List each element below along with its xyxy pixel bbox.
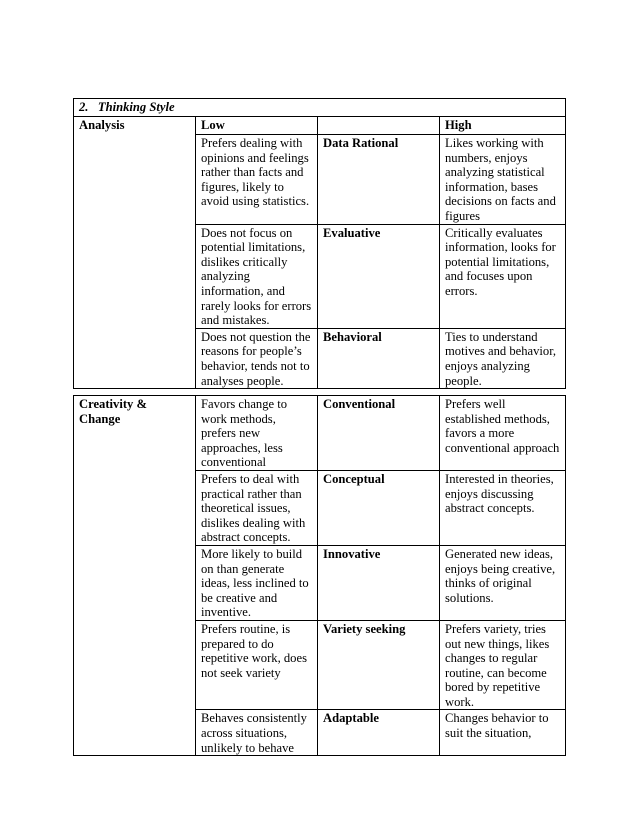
low-description: Prefers to deal with practical rather than theoretical issues, dislikes dealing with abstract concepts. [196,470,318,545]
dimension-label: Adaptable [318,710,440,756]
high-description: Ties to understand motives and behavior, enjoys analyzing people. [440,328,566,388]
category-analysis: Analysis [74,117,196,389]
low-description: Prefers dealing with opinions and feelings rather than facts and figures, likely to avoid using statistics. [196,135,318,225]
dimension-label: Innovative [318,545,440,620]
low-description: More likely to build on than generate ideas, less inclined to be creative and inventive. [196,545,318,620]
low-description: Prefers routine, is prepared to do repetitive work, does not seek variety [196,620,318,710]
low-description: Behaves consistently across situations, unlikely to behave [196,710,318,756]
low-description: Does not focus on potential limitations, dislikes critically analyzing information, and rarely looks for errors and mistakes. [196,224,318,328]
table-row [74,396,566,471]
dimension-label: Evaluative [318,224,440,328]
high-description: Prefers variety, tries out new things, likes changes to regular routine, can become bored by repetitive work. [440,620,566,710]
high-description: Likes working with numbers, enjoys analyzing statistical information, bases decisions on facts and figures [440,135,566,225]
category-creativity-change: Creativity & Change [74,396,196,756]
blank-header-cell [318,117,440,135]
high-description: Changes behavior to suit the situation, [440,710,566,756]
dimension-label: Behavioral [318,328,440,388]
high-description: Critically evaluates information, looks for potential limitations, and focuses upon errors. [440,224,566,328]
section-title-cell [74,99,566,117]
high-description: Generated new ideas, enjoys being creative, thinks of original solutions. [440,545,566,620]
high-description: Prefers well established methods, favors a more conventional approach [440,396,566,471]
dimension-label: Conceptual [318,470,440,545]
low-description: Does not question the reasons for people’s behavior, tends not to analyses people. [196,328,318,388]
section-title: Thinking Style [97,100,175,114]
high-header: High [440,117,566,135]
thinking-style-analysis-table [73,98,566,389]
dimension-label: Conventional [318,396,440,471]
low-description: Favors change to work methods, prefers new approaches, less conventional [196,396,318,471]
dimension-label: Data Rational [318,135,440,225]
high-description: Interested in theories, enjoys discussing abstract concepts. [440,470,566,545]
dimension-label: Variety seeking [318,620,440,710]
creativity-change-table [73,395,566,756]
section-number: 2. [79,100,89,114]
low-header: Low [196,117,318,135]
